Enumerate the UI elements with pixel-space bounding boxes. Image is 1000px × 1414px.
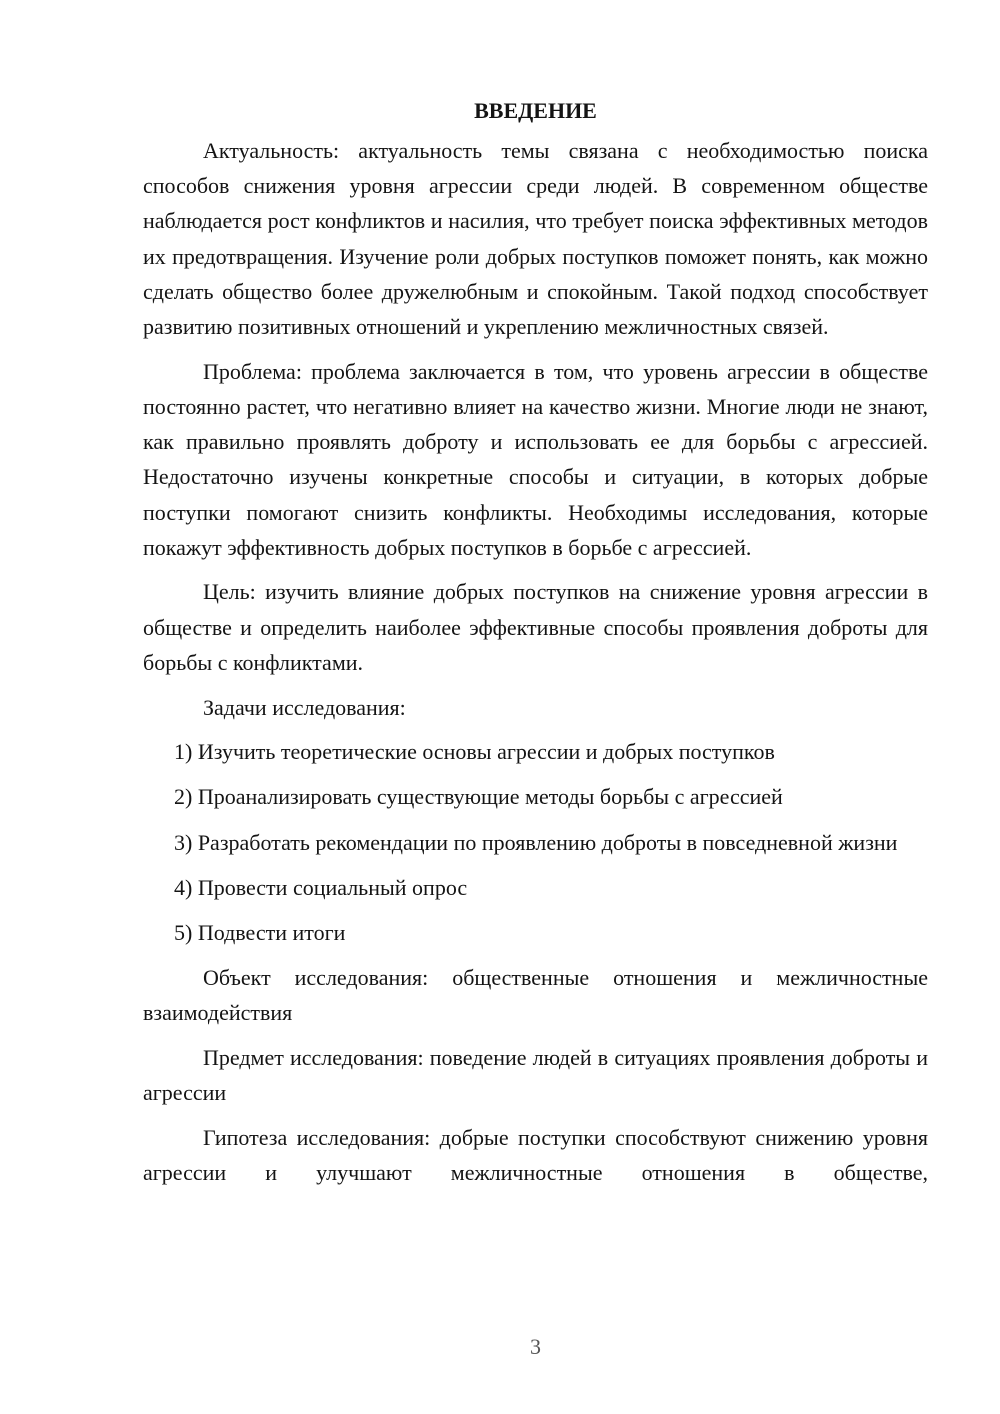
paragraph-problem: Проблема: проблема заключается в том, что уровень агрессии в обществе постоянно растет, что негативно влияет на качество жизни. Многие люди не знают, как правильно проявлять доброту и использовать ее для борьбы с агрессией. Недостаточно изучены конкретные способы и ситуации, в которых добрые поступки помогают снизить конфликты. Необходимы исследования, которые покажут эффективность добрых поступков в борьбе с агрессией. xyxy=(143,358,928,560)
task-item-2: 2) Проанализировать существующие методы борьбы с агрессией xyxy=(174,784,783,810)
document-page xyxy=(143,93,928,1190)
paragraph-tasks-intro: Задачи исследования: xyxy=(203,694,406,720)
task-item-1: 1) Изучить теоретические основы агрессии и добрых поступков xyxy=(174,739,775,765)
paragraph-relevance: Актуальность: актуальность темы связана с необходимостью поиска способов снижения уровня агрессии среди людей. В современном обществе наблюдается рост конфликтов и насилия, что требует поиска эффективных методов их предотвращения. Изучение роли добрых поступков поможет понять, как можно сделать общество более дружелюбным и спокойным. Такой подход способствует развитию позитивных отношений и укреплению межличностных связей. xyxy=(143,138,928,340)
section-heading: ВВЕДЕНИЕ xyxy=(474,98,597,123)
tasks-list xyxy=(143,734,928,950)
paragraph-goal: Цель: изучить влияние добрых поступков на снижение уровня агрессии в обществе и определить наиболее эффективные способы проявления доброты для борьбы с конфликтами. xyxy=(143,579,928,675)
paragraph-object: Объект исследования: общественные отношения и межличностные взаимодействия xyxy=(143,965,928,1026)
page-number: 3 xyxy=(530,1334,541,1359)
paragraph-hypothesis: Гипотеза исследования: добрые поступки способствуют снижению уровня агрессии и улучшают межличностные отношения в обществе, xyxy=(143,1125,928,1186)
task-item-4: 4) Провести социальный опрос xyxy=(174,874,468,900)
paragraph-subject: Предмет исследования: поведение людей в ситуациях проявления доброты и агрессии xyxy=(143,1045,928,1106)
task-item-3: 3) Разработать рекомендации по проявлению доброты в повседневной жизни xyxy=(174,829,898,855)
task-item-5: 5) Подвести итоги xyxy=(174,920,346,946)
